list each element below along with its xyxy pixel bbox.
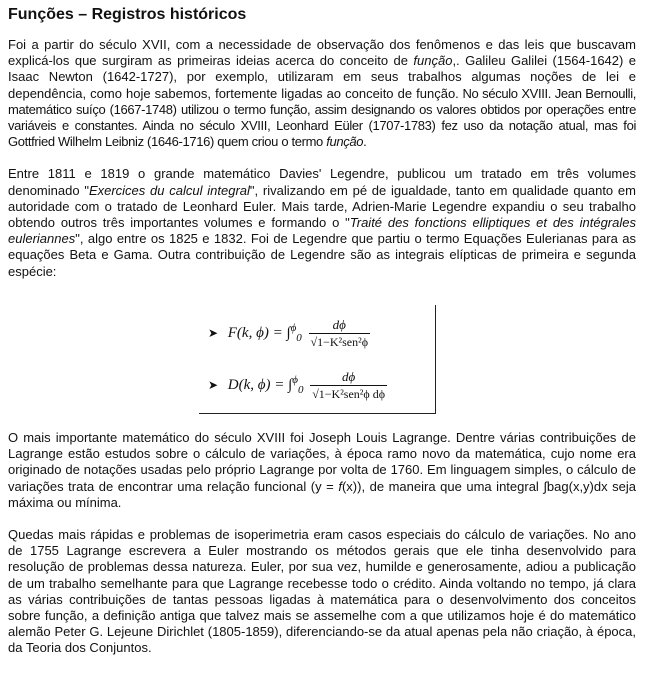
para4-text: Quedas mais rápidas e problemas de isoperimetria eram casos especiais do cálculo de variações. No ano de 1755 Lagrange escrevera a Euler mostrando os métodos gerais que ele tinha desenvolvido para resolução de problemas dessa natureza. Euler, por sua vez, humilde e generosamente, adiou a publicação de um trabalho semelhante para que Lagrange recebesse todo o crédito. Ainda voltando no tempo, já clara as várias contribuições de tantas pessoas ligadas à matemática para o desenvolvimento dos conceitos sobre função, a definição antiga que talvez mais se assemelhe com a que utilizamos hoje é do matemático alemão Peter G. Lejeune Dirichlet (1805-1859), diferenciando-se da atual apenas pela não criação, à época, da Teoria dos Conjuntos. — [8, 527, 636, 656]
para2-text-c: ", algo entre os 1825 e 1832. Foi de Legendre que partiu o termo Equações Eulerianas para as equações Beta e Gama. Outra contribuição de Legendre são as integrais elípticas de primeira e segunda espécie: — [8, 231, 636, 279]
formula-2-lhs: D(k, ϕ) = ∫ — [227, 376, 293, 393]
document-lower — [8, 430, 636, 657]
para1-text-c: No século XVIII. Jean Bernoulli, matemático suíço (1667-1748) utilizou o termo função, assim designando os valores obtidos por operações entre variáveis e constantes. Ainda no século XVIII, Leonhard Eüler (1707-1783) fez uso da notação atual, mas foi Gottfried Wilhelm Leibniz (1646-1716) quem criou o termo — [8, 85, 636, 150]
para2-text-b: ", rivalizando em pé de igualdade, tanto em qualidade quanto em autoridade com o tratado de Leonhard Euler. Mais tarde, Adrien-Marie Legendre expandiu o seu trabalho obtendo outros três importantes volumes e formando o " — [8, 182, 636, 231]
formula-2-lower-limit: 0 — [297, 383, 304, 396]
arrowhead-bullet-icon: ➤ — [208, 377, 219, 392]
paragraph-isoperimetry — [8, 527, 636, 657]
paragraph-origins — [8, 37, 636, 150]
paragraph-lagrange — [8, 430, 636, 511]
page-title: Funções – Registros históricos — [8, 6, 247, 23]
para3-emphasis-f: f — [338, 478, 342, 494]
para2-text-a: Entre 1811 e 1819 o grande matemático Davies' Legendre, publicou um tratado em três volumes denominado " — [8, 166, 636, 198]
formula-2-numerator: dϕ — [341, 369, 356, 384]
para3-text-a: O mais importante matemático do século XVIII foi Joseph Louis Lagrange. Dentre várias contribuições de Lagrange estão estudos sobre o cálculo de variações, à época ramo novo da matemática, cujo nome era originado de notações usadas pelo próprio Lagrange por volta de 1760. Em linguagem simples, o cálculo de variações trata de encontrar uma relação funcional (y = — [8, 430, 636, 494]
formula-second-kind — [208, 369, 387, 402]
para1-emphasis-funcao: função — [413, 53, 453, 69]
formula-first-kind — [208, 317, 370, 350]
formula-2-upper-limit: ϕ — [292, 373, 298, 386]
formula-1-fraction — [309, 317, 371, 350]
formula-2-fraction — [310, 369, 387, 402]
para3-text-b: (x)), de maneira que uma integral ∫bag(x,y)dx seja máxima ou mínima. — [8, 478, 637, 510]
para1-text-b: ,. Galileu Galilei (1564-1642) e Isaac Newton (1642-1727), por exemplo, utilizaram em seus trabalhos algumas noções de lei e dependência, como hoje sabemos, fortemente ligadas ao conceito de função. — [8, 53, 636, 101]
document — [8, 6, 636, 280]
formula-1-denominator: √1−K²sen²ϕ — [310, 335, 369, 349]
para2-emphasis-traite: Traité des fonctions elliptiques et des intégrales euleriannes — [8, 215, 636, 247]
formula-1-lower-limit: 0 — [296, 331, 302, 344]
formula-1-lhs: F(k, ϕ) = ∫ — [227, 324, 291, 341]
elliptic-integrals-figure — [199, 305, 436, 414]
para1-emphasis-funcao-2: função — [326, 134, 364, 150]
arrowhead-bullet-icon: ➤ — [208, 325, 219, 340]
para1-text-d: . — [363, 134, 367, 150]
paragraph-legendre — [8, 166, 636, 279]
para1-text-a: Foi a partir do século XVII, com a necessidade de observação dos fenômenos e das leis que buscavam explicá-los que surgiram as primeiras ideias acerca do conceito de — [8, 37, 636, 69]
para2-emphasis-exercices: Exercices du calcul integral — [88, 182, 250, 198]
formula-1-upper-limit: ϕ — [290, 321, 297, 334]
formula-1-numerator: dϕ — [332, 317, 346, 332]
formula-2-denominator: √1−K²sen²ϕ dϕ — [312, 387, 386, 401]
